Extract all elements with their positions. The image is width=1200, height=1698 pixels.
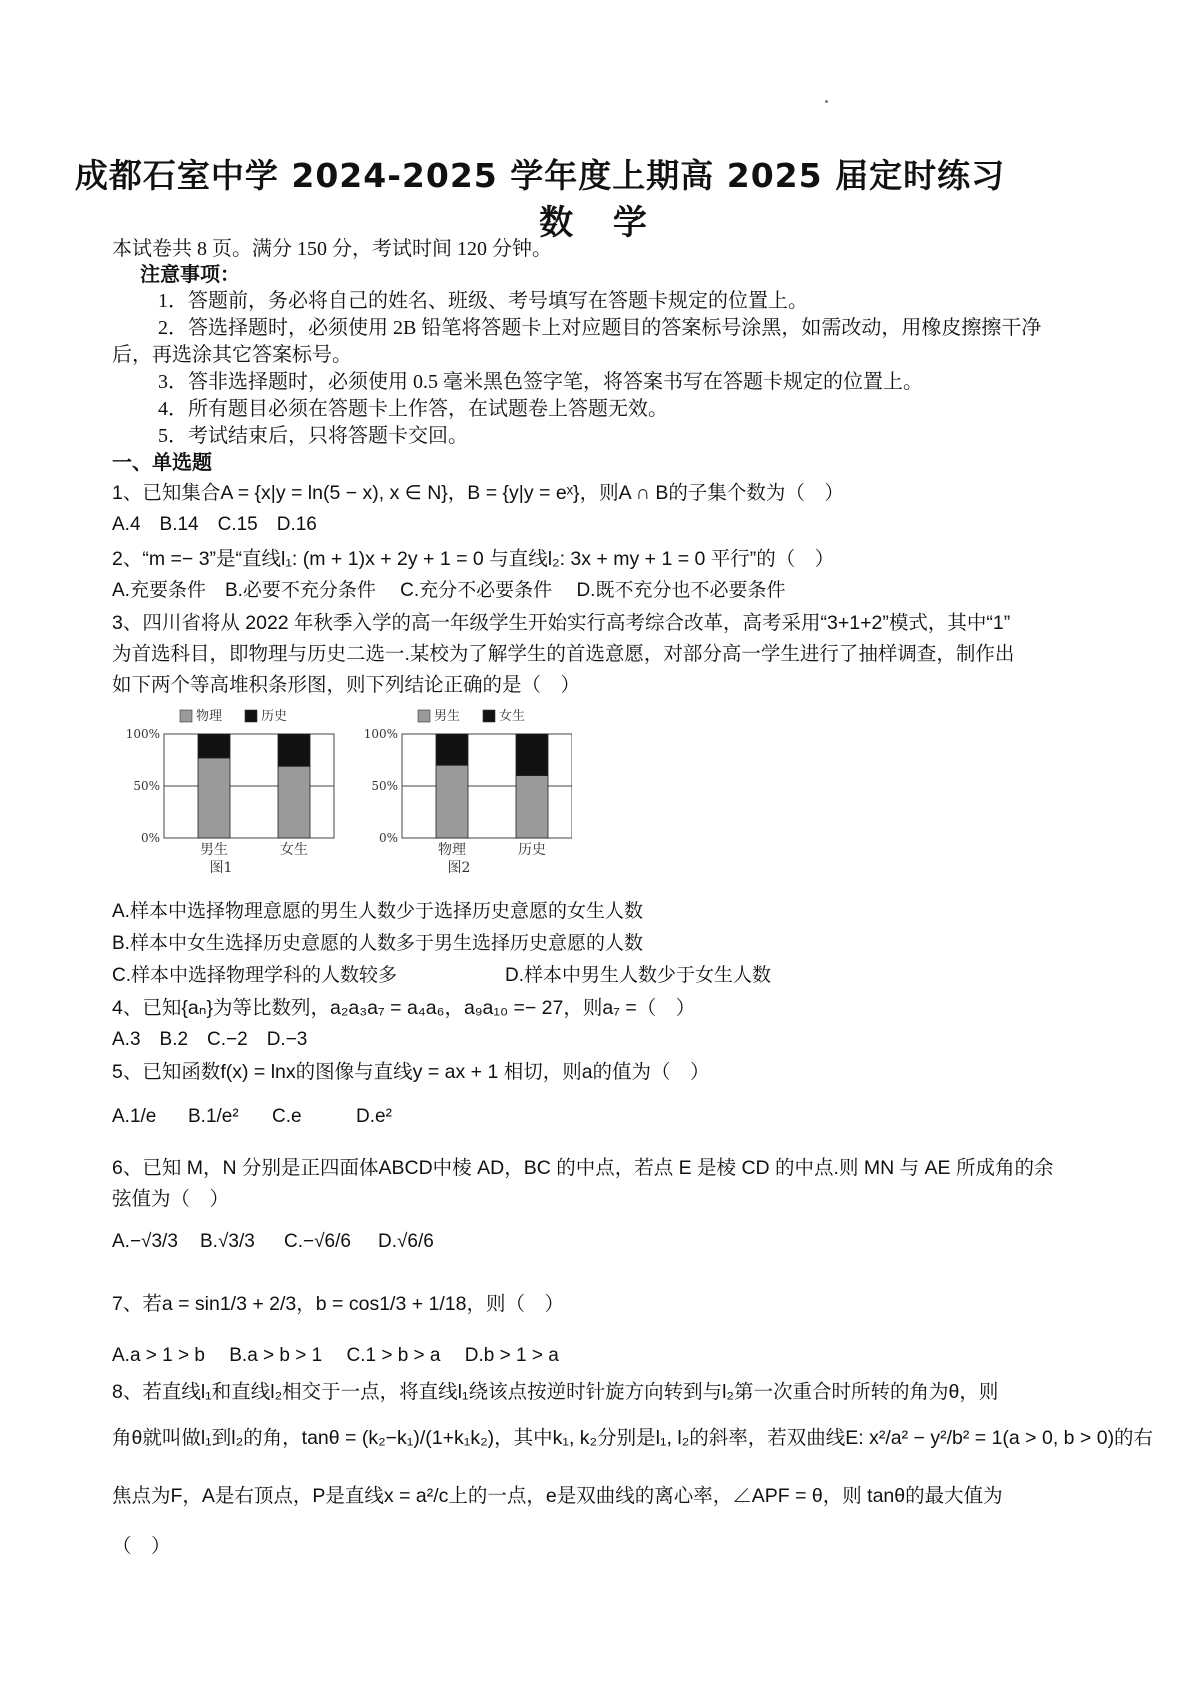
legend-label: 物理 <box>196 709 223 724</box>
question-8-line: （ ） <box>112 1535 171 1557</box>
bar-segment <box>278 766 310 838</box>
question-5-option: C.e <box>272 1106 302 1127</box>
bar-segment <box>278 734 310 766</box>
question-5-option: B.1/e² <box>188 1106 239 1127</box>
y-tick-label: 100% <box>125 727 160 741</box>
exam-title: 成都石室中学 2024-2025 学年度上期高 2025 届定时练习 <box>74 156 1006 195</box>
question-5-option: A.1/e <box>112 1106 157 1127</box>
question-2-options: A.充要条件 B.必要不充分条件 C.充分不必要条件 D.既不充分也不必要条件 <box>112 580 786 601</box>
x-tick-label: 物理 <box>438 842 466 858</box>
question-5-option: D.e² <box>356 1106 392 1127</box>
question-3-option-c: C.样本中选择物理学科的人数较多 <box>112 965 398 986</box>
question-6-option: A.−√3/3 <box>112 1231 178 1252</box>
legend-swatch <box>418 710 430 722</box>
bar-segment <box>516 734 548 776</box>
legend-label: 男生 <box>434 709 461 724</box>
bar-segment <box>436 734 468 765</box>
question-4: 4、已知{aₙ}为等比数列，a₂a₃a₇ = a₄a₆，a₉a₁₀ =− 27，则a₇ =（ ） <box>112 997 696 1019</box>
question-4-options: A.3 B.2 C.−2 D.−3 <box>112 1029 308 1050</box>
question-3-line: 如下两个等高堆积条形图，则下列结论正确的是（ ） <box>112 674 581 696</box>
question-6-line: 弦值为（ ） <box>112 1188 230 1210</box>
question-2: 2、“m =− 3”是“直线l₁: (m + 1)x + 2y + 1 = 0 与直线l₂: 3x + my + 1 = 0 平行”的（ ） <box>112 548 835 570</box>
bar-segment <box>436 765 468 838</box>
question-1-options: A.4 B.14 C.15 D.16 <box>112 514 317 535</box>
question-5: 5、已知函数f(x) = lnx的图像与直线y = ax + 1 相切，则a的值为（ ） <box>112 1061 710 1083</box>
notice-item: 5．考试结束后，只将答题卡交回。 <box>158 425 468 447</box>
x-tick-label: 女生 <box>280 842 308 858</box>
legend-swatch <box>245 710 257 722</box>
y-tick-label: 0% <box>140 831 160 845</box>
x-tick-label: 历史 <box>518 842 546 858</box>
bar-segment <box>198 734 230 758</box>
question-3-line: 3、四川省将从 2022 年秋季入学的高一年级学生开始实行高考综合改革，高考采用“3+1+2”模式，其中“1” <box>112 612 1011 634</box>
x-tick-label: 男生 <box>200 842 228 858</box>
chart-caption: 图2 <box>447 860 471 876</box>
notice-item: 3．答非选择题时，必须使用 0.5 毫米黑色签字笔，将答案书写在答题卡规定的位置上。 <box>158 371 923 393</box>
question-6-line: 6、已知 M，N 分别是正四面体ABCD中棱 AD，BC 的中点，若点 E 是棱 CD 的中点.则 MN 与 AE 所成角的余 <box>112 1157 1054 1179</box>
question-3-option-d: D.样本中男生人数少于女生人数 <box>505 965 772 986</box>
y-tick-label: 0% <box>378 831 398 845</box>
y-tick-label: 50% <box>133 779 160 793</box>
bar-segment <box>198 758 230 838</box>
notice-item: 1．答题前，务必将自己的姓名、班级、考号填写在答题卡规定的位置上。 <box>158 290 808 312</box>
question-6-option: C.−√6/6 <box>284 1231 351 1252</box>
question-3-option-a: A.样本中选择物理意愿的男生人数少于选择历史意愿的女生人数 <box>112 901 643 922</box>
intro-line: 本试卷共 8 页。满分 150 分，考试时间 120 分钟。 <box>112 238 552 260</box>
chart-caption: 图1 <box>209 860 233 876</box>
legend-label: 女生 <box>499 709 526 724</box>
y-tick-label: 50% <box>371 779 398 793</box>
question-3-charts <box>112 706 572 886</box>
question-8-line: 8、若直线l₁和直线l₂相交于一点，将直线l₁绕该点按逆时针旋方向转到与l₂第一次重合时所转的角为θ，则 <box>112 1381 999 1403</box>
section-title: 一、单选题 <box>112 450 212 474</box>
bar-segment <box>516 776 548 838</box>
question-6-option: B.√3/3 <box>200 1231 255 1252</box>
notice-item-continued: 后，再选涂其它答案标号。 <box>112 344 352 366</box>
legend-swatch <box>180 710 192 722</box>
question-8-line: 焦点为F，A是右顶点，P是直线x = a²/c上的一点，e是双曲线的离心率，∠APF = θ，则 tanθ的最大值为 <box>112 1485 1003 1507</box>
legend-label: 历史 <box>261 709 288 724</box>
question-7-options: A.a > 1 > b B.a > b > 1 C.1 > b > a D.b > 1 > a <box>112 1345 559 1366</box>
notice-item: 4．所有题目必须在答题卡上作答，在试题卷上答题无效。 <box>158 398 668 420</box>
question-6-option: D.√6/6 <box>378 1231 434 1252</box>
notice-item: 2．答选择题时，必须使用 2B 铅笔将答题卡上对应题目的答案标号涂黑，如需改动，用橡皮擦擦干净 <box>158 317 1042 339</box>
question-1: 1、已知集合A = {x|y = ln(5 − x), x ∈ N}，B = {y|y = eˣ}，则A ∩ B的子集个数为（ ） <box>112 482 844 504</box>
question-3-option-b: B.样本中女生选择历史意愿的人数多于男生选择历史意愿的人数 <box>112 933 643 954</box>
notice-heading: 注意事项： <box>140 262 240 286</box>
scan-dot <box>825 100 828 103</box>
subject-title: 数 学 <box>539 203 661 243</box>
y-tick-label: 100% <box>363 727 398 741</box>
question-3-line: 为首选科目，即物理与历史二选一.某校为了解学生的首选意愿，对部分高一学生进行了抽样调查，制作出 <box>112 643 1015 665</box>
question-8-line: 角θ就叫做l₁到l₂的角，tanθ = (k₂−k₁)/(1+k₁k₂)，其中k₁, k₂分别是l₁, l₂的斜率，若双曲线E: x²/a² − y²/b² = 1(a > 0, b > 0)的右 <box>112 1427 1154 1449</box>
question-7: 7、若a = sin1/3 + 2/3，b = cos1/3 + 1/18，则（ ） <box>112 1293 564 1315</box>
legend-swatch <box>483 710 495 722</box>
